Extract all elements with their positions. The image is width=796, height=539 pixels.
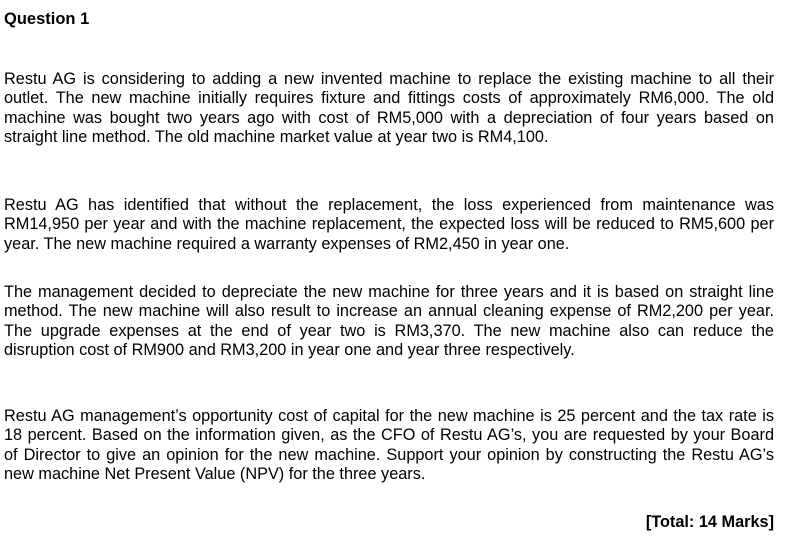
- question-heading: Question 1: [4, 10, 90, 28]
- paragraph-machine-costs: Restu AG is considering to adding a new invented machine to replace the existing machine to all their outlet. The new machine initially requires fixture and fittings costs of approximately RM6,000. The old machine was bought two years ago with cost of RM5,000 with a depreciation of four years based on straight line method. The old machine market value at year two is RM4,100.: [4, 70, 774, 147]
- paragraph-npv-task: Restu AG management’s opportunity cost of capital for the new machine is 25 percent and the tax rate is 18 percent. Based on the information given, as the CFO of Restu AG’s, you are requested by your Board of Director to give an opinion for the new machine. Support your opinion by constructing the Restu AG’s new machine Net Present Value (NPV) for the three years.: [4, 407, 774, 484]
- total-marks: [Total: 14 Marks]: [645, 513, 774, 531]
- paragraph-maintenance-loss: Restu AG has identified that without the replacement, the loss experienced from maintenance was RM14,950 per year and with the machine replacement, the expected loss will be reduced to RM5,600 per year. The new machine required a warranty expenses of RM2,450 in year one.: [4, 196, 774, 253]
- paragraph-depreciation-expenses: The management decided to depreciate the new machine for three years and it is based on straight line method. The new machine will also result to increase an annual cleaning expense of RM2,200 per year. The upgrade expenses at the end of year two is RM3,370. The new machine also can reduce the disruption cost of RM900 and RM3,200 in year one and year three respectively.: [4, 283, 774, 360]
